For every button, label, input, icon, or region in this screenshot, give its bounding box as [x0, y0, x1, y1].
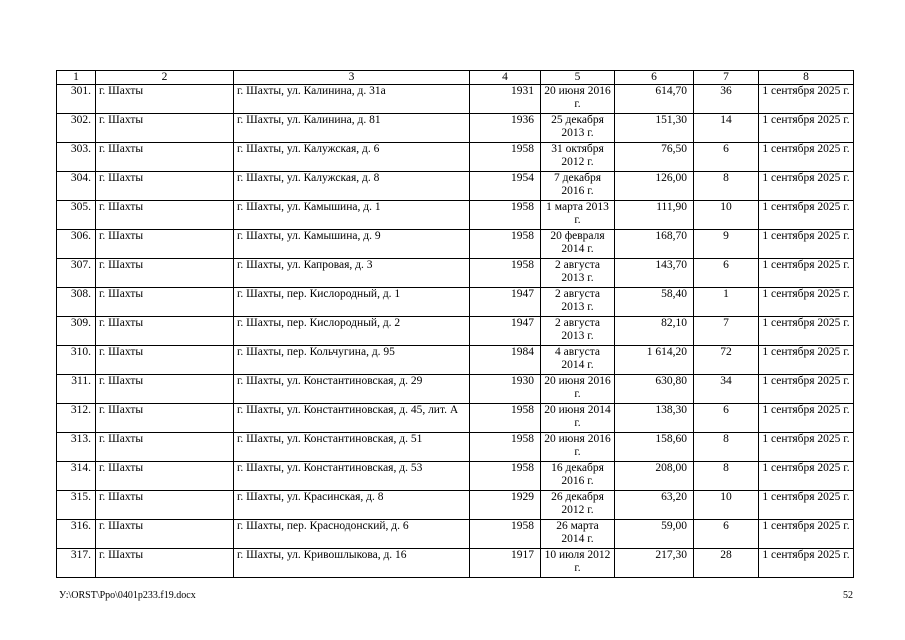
- deadline-cell: 1 сентября 2025 г.: [759, 462, 854, 491]
- year-cell: 1984: [470, 346, 541, 375]
- address-cell: г. Шахты, пер. Кольчугина, д. 95: [234, 346, 470, 375]
- address-cell: г. Шахты, ул. Калинина, д. 31а: [234, 85, 470, 114]
- address-cell: г. Шахты, ул. Константиновская, д. 29: [234, 375, 470, 404]
- city-cell: г. Шахты: [96, 462, 234, 491]
- row-number: 304.: [57, 172, 96, 201]
- row-number: 312.: [57, 404, 96, 433]
- column-header-8: 8: [759, 71, 854, 85]
- table-row: [57, 520, 854, 549]
- address-cell: г. Шахты, ул. Калинина, д. 81: [234, 114, 470, 143]
- year-cell: 1958: [470, 201, 541, 230]
- area-cell: 168,70: [615, 230, 694, 259]
- city-cell: г. Шахты: [96, 143, 234, 172]
- table-row: [57, 288, 854, 317]
- table-row: [57, 549, 854, 578]
- row-number: 316.: [57, 520, 96, 549]
- deadline-cell: 1 сентября 2025 г.: [759, 85, 854, 114]
- table-row: [57, 143, 854, 172]
- row-number: 315.: [57, 491, 96, 520]
- deadline-cell: 1 сентября 2025 г.: [759, 346, 854, 375]
- count-cell: 6: [694, 143, 759, 172]
- year-cell: 1930: [470, 375, 541, 404]
- table-row: [57, 462, 854, 491]
- year-cell: 1947: [470, 317, 541, 346]
- city-cell: г. Шахты: [96, 259, 234, 288]
- city-cell: г. Шахты: [96, 172, 234, 201]
- year-cell: 1947: [470, 288, 541, 317]
- address-cell: г. Шахты, ул. Кривошлыкова, д. 16: [234, 549, 470, 578]
- count-cell: 6: [694, 520, 759, 549]
- count-cell: 8: [694, 462, 759, 491]
- address-cell: г. Шахты, ул. Камышина, д. 9: [234, 230, 470, 259]
- date-cell: 20 июня 2016 г.: [541, 433, 615, 462]
- area-cell: 58,40: [615, 288, 694, 317]
- row-number: 311.: [57, 375, 96, 404]
- table-row: [57, 404, 854, 433]
- column-header-5: 5: [541, 71, 615, 85]
- deadline-cell: 1 сентября 2025 г.: [759, 520, 854, 549]
- count-cell: 10: [694, 201, 759, 230]
- row-number: 306.: [57, 230, 96, 259]
- date-cell: 2 августа 2013 г.: [541, 288, 615, 317]
- count-cell: 28: [694, 549, 759, 578]
- count-cell: 7: [694, 317, 759, 346]
- city-cell: г. Шахты: [96, 114, 234, 143]
- table-row: [57, 114, 854, 143]
- table-row: [57, 346, 854, 375]
- year-cell: 1958: [470, 520, 541, 549]
- count-cell: 14: [694, 114, 759, 143]
- footer-file-path: У:\ORST\Ppo\0401p233.f19.docx: [59, 590, 196, 601]
- year-cell: 1929: [470, 491, 541, 520]
- area-cell: 208,00: [615, 462, 694, 491]
- year-cell: 1958: [470, 143, 541, 172]
- row-number: 302.: [57, 114, 96, 143]
- city-cell: г. Шахты: [96, 85, 234, 114]
- year-cell: 1954: [470, 172, 541, 201]
- count-cell: 1: [694, 288, 759, 317]
- date-cell: 20 февраля 2014 г.: [541, 230, 615, 259]
- deadline-cell: 1 сентября 2025 г.: [759, 230, 854, 259]
- table-row: [57, 375, 854, 404]
- deadline-cell: 1 сентября 2025 г.: [759, 114, 854, 143]
- count-cell: 36: [694, 85, 759, 114]
- date-cell: 16 декабря 2016 г.: [541, 462, 615, 491]
- area-cell: 158,60: [615, 433, 694, 462]
- row-number: 314.: [57, 462, 96, 491]
- deadline-cell: 1 сентября 2025 г.: [759, 404, 854, 433]
- count-cell: 6: [694, 404, 759, 433]
- deadline-cell: 1 сентября 2025 г.: [759, 143, 854, 172]
- city-cell: г. Шахты: [96, 549, 234, 578]
- count-cell: 8: [694, 172, 759, 201]
- registry-table: [56, 70, 854, 578]
- column-header-2: 2: [96, 71, 234, 85]
- area-cell: 82,10: [615, 317, 694, 346]
- date-cell: 26 марта 2014 г.: [541, 520, 615, 549]
- date-cell: 10 июля 2012 г.: [541, 549, 615, 578]
- table-body: [57, 85, 854, 578]
- city-cell: г. Шахты: [96, 346, 234, 375]
- date-cell: 25 декабря 2013 г.: [541, 114, 615, 143]
- deadline-cell: 1 сентября 2025 г.: [759, 259, 854, 288]
- area-cell: 76,50: [615, 143, 694, 172]
- column-header-1: 1: [57, 71, 96, 85]
- address-cell: г. Шахты, ул. Капровая, д. 3: [234, 259, 470, 288]
- address-cell: г. Шахты, пер. Кислородный, д. 1: [234, 288, 470, 317]
- city-cell: г. Шахты: [96, 317, 234, 346]
- address-cell: г. Шахты, ул. Камышина, д. 1: [234, 201, 470, 230]
- deadline-cell: 1 сентября 2025 г.: [759, 491, 854, 520]
- area-cell: 614,70: [615, 85, 694, 114]
- row-number: 317.: [57, 549, 96, 578]
- deadline-cell: 1 сентября 2025 г.: [759, 288, 854, 317]
- deadline-cell: 1 сентября 2025 г.: [759, 172, 854, 201]
- column-header-3: 3: [234, 71, 470, 85]
- table-row: [57, 172, 854, 201]
- row-number: 308.: [57, 288, 96, 317]
- deadline-cell: 1 сентября 2025 г.: [759, 317, 854, 346]
- year-cell: 1917: [470, 549, 541, 578]
- table-row: [57, 201, 854, 230]
- count-cell: 72: [694, 346, 759, 375]
- city-cell: г. Шахты: [96, 201, 234, 230]
- city-cell: г. Шахты: [96, 375, 234, 404]
- table-row: [57, 230, 854, 259]
- area-cell: 151,30: [615, 114, 694, 143]
- date-cell: 26 декабря 2012 г.: [541, 491, 615, 520]
- city-cell: г. Шахты: [96, 433, 234, 462]
- count-cell: 34: [694, 375, 759, 404]
- year-cell: 1958: [470, 433, 541, 462]
- year-cell: 1931: [470, 85, 541, 114]
- city-cell: г. Шахты: [96, 288, 234, 317]
- table-row: [57, 85, 854, 114]
- row-number: 309.: [57, 317, 96, 346]
- area-cell: 111,90: [615, 201, 694, 230]
- date-cell: 31 октября 2012 г.: [541, 143, 615, 172]
- column-header-7: 7: [694, 71, 759, 85]
- address-cell: г. Шахты, ул. Красинская, д. 8: [234, 491, 470, 520]
- area-cell: 630,80: [615, 375, 694, 404]
- city-cell: г. Шахты: [96, 404, 234, 433]
- address-cell: г. Шахты, ул. Калужская, д. 8: [234, 172, 470, 201]
- area-cell: 138,30: [615, 404, 694, 433]
- address-cell: г. Шахты, ул. Калужская, д. 6: [234, 143, 470, 172]
- deadline-cell: 1 сентября 2025 г.: [759, 433, 854, 462]
- deadline-cell: 1 сентября 2025 г.: [759, 549, 854, 578]
- count-cell: 8: [694, 433, 759, 462]
- row-number: 305.: [57, 201, 96, 230]
- table-row: [57, 317, 854, 346]
- date-cell: 20 июня 2016 г.: [541, 375, 615, 404]
- table-row: [57, 259, 854, 288]
- row-number: 303.: [57, 143, 96, 172]
- row-number: 310.: [57, 346, 96, 375]
- address-cell: г. Шахты, ул. Константиновская, д. 51: [234, 433, 470, 462]
- date-cell: 1 марта 2013 г.: [541, 201, 615, 230]
- area-cell: 126,00: [615, 172, 694, 201]
- date-cell: 2 августа 2013 г.: [541, 317, 615, 346]
- city-cell: г. Шахты: [96, 230, 234, 259]
- column-header-6: 6: [615, 71, 694, 85]
- year-cell: 1958: [470, 230, 541, 259]
- area-cell: 143,70: [615, 259, 694, 288]
- header-row: [57, 71, 854, 85]
- year-cell: 1958: [470, 462, 541, 491]
- table-row: [57, 491, 854, 520]
- city-cell: г. Шахты: [96, 491, 234, 520]
- table-header: [57, 71, 854, 85]
- area-cell: 63,20: [615, 491, 694, 520]
- count-cell: 10: [694, 491, 759, 520]
- row-number: 301.: [57, 85, 96, 114]
- address-cell: г. Шахты, пер. Кислородный, д. 2: [234, 317, 470, 346]
- area-cell: 1 614,20: [615, 346, 694, 375]
- date-cell: 7 декабря 2016 г.: [541, 172, 615, 201]
- area-cell: 217,30: [615, 549, 694, 578]
- column-header-4: 4: [470, 71, 541, 85]
- year-cell: 1958: [470, 259, 541, 288]
- address-cell: г. Шахты, пер. Краснодонский, д. 6: [234, 520, 470, 549]
- address-cell: г. Шахты, ул. Константиновская, д. 53: [234, 462, 470, 491]
- deadline-cell: 1 сентября 2025 г.: [759, 201, 854, 230]
- date-cell: 2 августа 2013 г.: [541, 259, 615, 288]
- count-cell: 9: [694, 230, 759, 259]
- page-number: 52: [843, 590, 853, 601]
- deadline-cell: 1 сентября 2025 г.: [759, 375, 854, 404]
- area-cell: 59,00: [615, 520, 694, 549]
- count-cell: 6: [694, 259, 759, 288]
- date-cell: 4 августа 2014 г.: [541, 346, 615, 375]
- city-cell: г. Шахты: [96, 520, 234, 549]
- year-cell: 1958: [470, 404, 541, 433]
- year-cell: 1936: [470, 114, 541, 143]
- address-cell: г. Шахты, ул. Константиновская, д. 45, лит. А: [234, 404, 470, 433]
- date-cell: 20 июня 2016 г.: [541, 85, 615, 114]
- row-number: 307.: [57, 259, 96, 288]
- row-number: 313.: [57, 433, 96, 462]
- table-row: [57, 433, 854, 462]
- date-cell: 20 июня 2014 г.: [541, 404, 615, 433]
